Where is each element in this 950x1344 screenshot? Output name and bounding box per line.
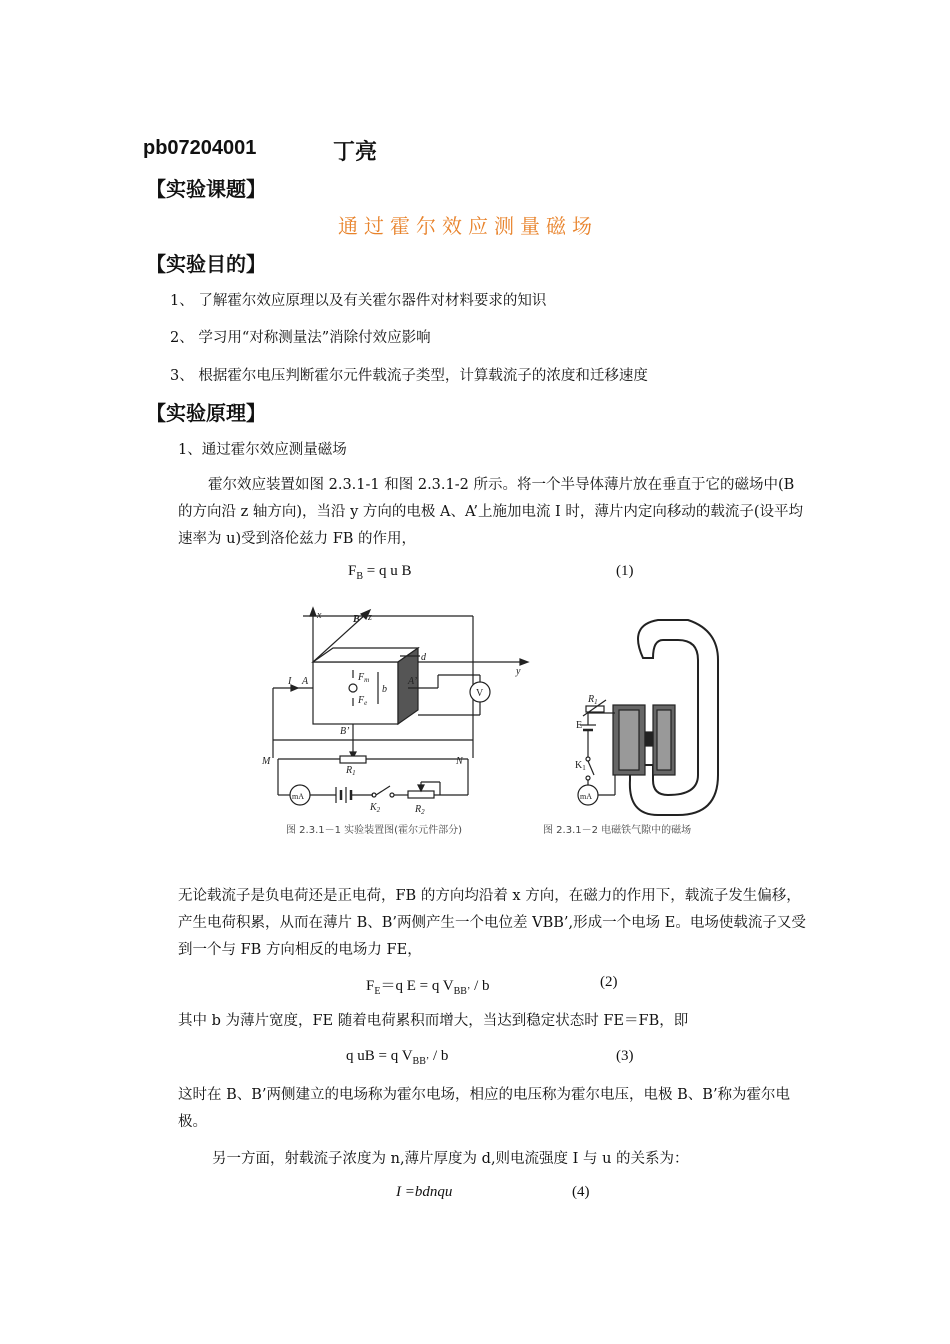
label-B: B — [353, 614, 360, 625]
label-mA-2: mA — [580, 792, 592, 801]
label-N: N — [456, 756, 463, 767]
label-K2: $K_2$ — [370, 802, 381, 814]
formula-2-tail: / b — [470, 978, 490, 994]
formula-1 — [348, 563, 411, 582]
hall-effect-figures — [258, 600, 738, 845]
label-M: M — [262, 756, 271, 767]
figure-2-caption: 图 2.3.1－2 电磁铁气隙中的磁场 — [543, 825, 692, 836]
formula-3 — [346, 1048, 448, 1067]
label-Fe-sub: e — [364, 699, 368, 707]
formula-2-mid: ＝q E = q V — [380, 978, 454, 994]
principle-heading: 【实验原理】 — [146, 401, 266, 425]
label-A-prime: A’ — [408, 676, 418, 687]
formula-4: I =bdnqu — [396, 1184, 453, 1200]
paragraph-1: 霍尔效应装置如图 2.3.1-1 和图 2.3.1-2 所示。将一个半导体薄片放在垂直于它的磁场中(B 的方向沿 z 轴方向)，当沿 y 方向的电极 A、A’上施加电流 I 时，薄片内定向移动的载流子(设平均速率为 u)受到洛伦兹力 FB 的作用， — [178, 477, 804, 547]
figure-1-caption: 图 2.3.1－1 实验装置图(霍尔元件部分) — [286, 825, 462, 836]
figure-electromagnet — [578, 620, 718, 815]
purpose-item-3: 3、 根据霍尔电压判断霍尔元件载流子类型，计算载流子的浓度和迁移速度 — [170, 368, 648, 384]
formula-3-lhs: q uB = q V — [346, 1048, 413, 1064]
student-id: pb07204001 — [143, 137, 257, 159]
paragraph-5: 另一方面，射载流子浓度为 n,薄片厚度为 d,则电流强度 I 与 u 的关系为： — [212, 1151, 689, 1167]
formula-2 — [366, 974, 489, 997]
formula-2-lhs-sub: E — [374, 986, 381, 997]
label-R1: $R_1$ — [346, 765, 356, 777]
label-y: y — [516, 666, 521, 677]
label-mA-1: mA — [292, 792, 304, 801]
paragraph-2: 无论载流子是负电荷还是正电荷，FB 的方向均沿着 x 方向，在磁力的作用下，载流子发生偏移，产生电荷积累，从而在薄片 B、B’两侧产生一个电位差 VBB’,形成一个电场 E。电场使载流子又受到一个与 FB 方向相反的电场力 FE， — [178, 888, 806, 958]
label-B-prime: B’ — [340, 726, 350, 737]
label-R1-fig2-sub: 1 — [594, 698, 598, 706]
label-x: x — [317, 610, 322, 621]
paragraph-3: 其中 b 为薄片宽度，FE 随着电荷累积而增大，当达到稳定状态时 FE＝FB，即 — [178, 1013, 689, 1029]
label-K1: $K_1$ — [575, 760, 586, 772]
student-name: 丁亮 — [333, 140, 378, 165]
formula-1-lhs-sub: B — [356, 571, 364, 582]
label-b: b — [382, 684, 387, 695]
formula-3-tail: / b — [429, 1048, 449, 1064]
label-R1-sub: 1 — [352, 769, 356, 777]
purpose-item-2: 2、 学习用“对称测量法”消除付效应影响 — [170, 330, 431, 346]
purpose-heading: 【实验目的】 — [146, 252, 266, 276]
paragraph-4: 这时在 B、B’两侧建立的电场称为霍尔电场，相应的电压称为霍尔电压，电极 B、B’称为霍尔电极。 — [178, 1087, 791, 1130]
formula-2-number: (2) — [600, 974, 618, 990]
label-R1-fig2: $R_1$ — [588, 694, 598, 706]
formula-3-number: (3) — [616, 1048, 634, 1064]
label-R2: $R_2$ — [415, 804, 425, 816]
label-V: V — [476, 688, 484, 699]
formula-1-rhs: = q u B — [363, 563, 412, 579]
label-Fm-sub: m — [364, 676, 370, 684]
label-E: E — [576, 720, 583, 731]
label-z: z — [368, 612, 372, 623]
label-A: A — [302, 676, 309, 687]
topic-heading: 【实验课题】 — [146, 177, 266, 201]
purpose-item-1: 1、 了解霍尔效应原理以及有关霍尔器件对材料要求的知识 — [170, 293, 547, 309]
formula-2-lhs: F — [366, 978, 375, 994]
formula-4-number: (4) — [572, 1184, 590, 1200]
label-d: d — [421, 652, 426, 663]
label-I: I — [288, 676, 292, 687]
label-Fe: $F_e$ — [358, 695, 368, 707]
label-K2-sub: 2 — [376, 806, 381, 814]
topic-title: 通过霍尔效应测量磁场 — [338, 214, 598, 238]
formula-1-lhs: F — [348, 563, 357, 579]
formula-2-mid-sub: BB’ — [453, 986, 471, 997]
formula-3-lhs-sub: BB’ — [412, 1056, 430, 1067]
principle-subheading: 1、通过霍尔效应测量磁场 — [178, 442, 347, 458]
label-R2-sub: 2 — [421, 808, 425, 816]
figure-hall-device — [273, 600, 528, 805]
formula-1-number: (1) — [616, 563, 634, 579]
label-Fm: $F_m$ — [358, 672, 370, 684]
label-K1-sub: 1 — [582, 764, 586, 772]
